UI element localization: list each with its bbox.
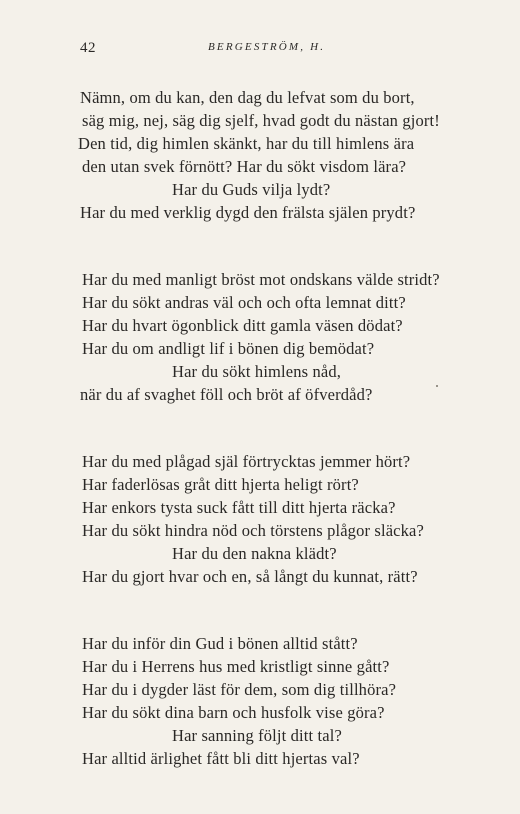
poem-line: Har du sökt hindra nöd och törstens plågor släcka?	[82, 521, 424, 540]
poem-line: Har faderlösas gråt ditt hjerta heligt rört?	[82, 475, 359, 494]
stanza	[0, 450, 520, 588]
poem-line: Har enkors tysta suck fått till ditt hjerta räcka?	[82, 498, 396, 517]
running-head: BERGESTRÖM, H.	[208, 41, 326, 53]
poem-line: Har du inför din Gud i bönen alltid stått?	[82, 634, 358, 653]
poem-line: Den tid, dig himlen skänkt, har du till himlens ära	[78, 134, 415, 153]
poem-line: Har du hvart ögonblick ditt gamla väsen dödat?	[82, 316, 403, 335]
page-number: 42	[80, 40, 96, 56]
poem-line: Har du sökt dina barn och husfolk vise göra?	[82, 703, 385, 722]
poem-line: Har du med verklig dygd den frälsta själen prydt?	[80, 203, 416, 222]
stanza	[0, 632, 520, 770]
poem-line-indented: Har du den nakna klädt?	[172, 544, 337, 563]
poem-line: den utan svek förnött? Har du sökt visdom lära?	[82, 157, 407, 176]
poem	[0, 86, 520, 814]
poem-line: Har du i dygder läst för dem, som dig tillhöra?	[82, 680, 397, 699]
poem-line-indented: Har du sökt himlens nåd,	[172, 362, 342, 381]
poem-line: Har du med manligt bröst mot ondskans välde stridt?	[82, 270, 440, 289]
print-speck	[436, 385, 438, 387]
poem-line: Har du sökt andras väl och och ofta lemnat ditt?	[82, 293, 406, 312]
poem-line: Har du gjort hvar och en, så långt du kunnat, rätt?	[82, 567, 418, 586]
poem-line: Har du med plågad själ förtrycktas jemmer hört?	[82, 452, 411, 471]
page-header	[80, 40, 480, 60]
poem-line-indented: Har du Guds vilja lydt?	[172, 180, 331, 199]
poem-line: Har du om andligt lif i bönen dig bemödat?	[82, 339, 375, 358]
poem-line: när du af svaghet föll och bröt af öfverdåd?	[80, 385, 373, 404]
stanza	[0, 86, 520, 224]
poem-line: Har alltid ärlighet fått bli ditt hjertas val?	[82, 749, 360, 768]
poem-line: Har du i Herrens hus med kristligt sinne gått?	[82, 657, 390, 676]
poem-line: säg mig, nej, säg dig sjelf, hvad godt du nästan gjort!	[82, 111, 440, 130]
stanza	[0, 268, 520, 406]
poem-line-indented: Har sanning följt ditt tal?	[172, 726, 342, 745]
poem-line: Nämn, om du kan, den dag du lefvat som du bort,	[80, 88, 415, 107]
